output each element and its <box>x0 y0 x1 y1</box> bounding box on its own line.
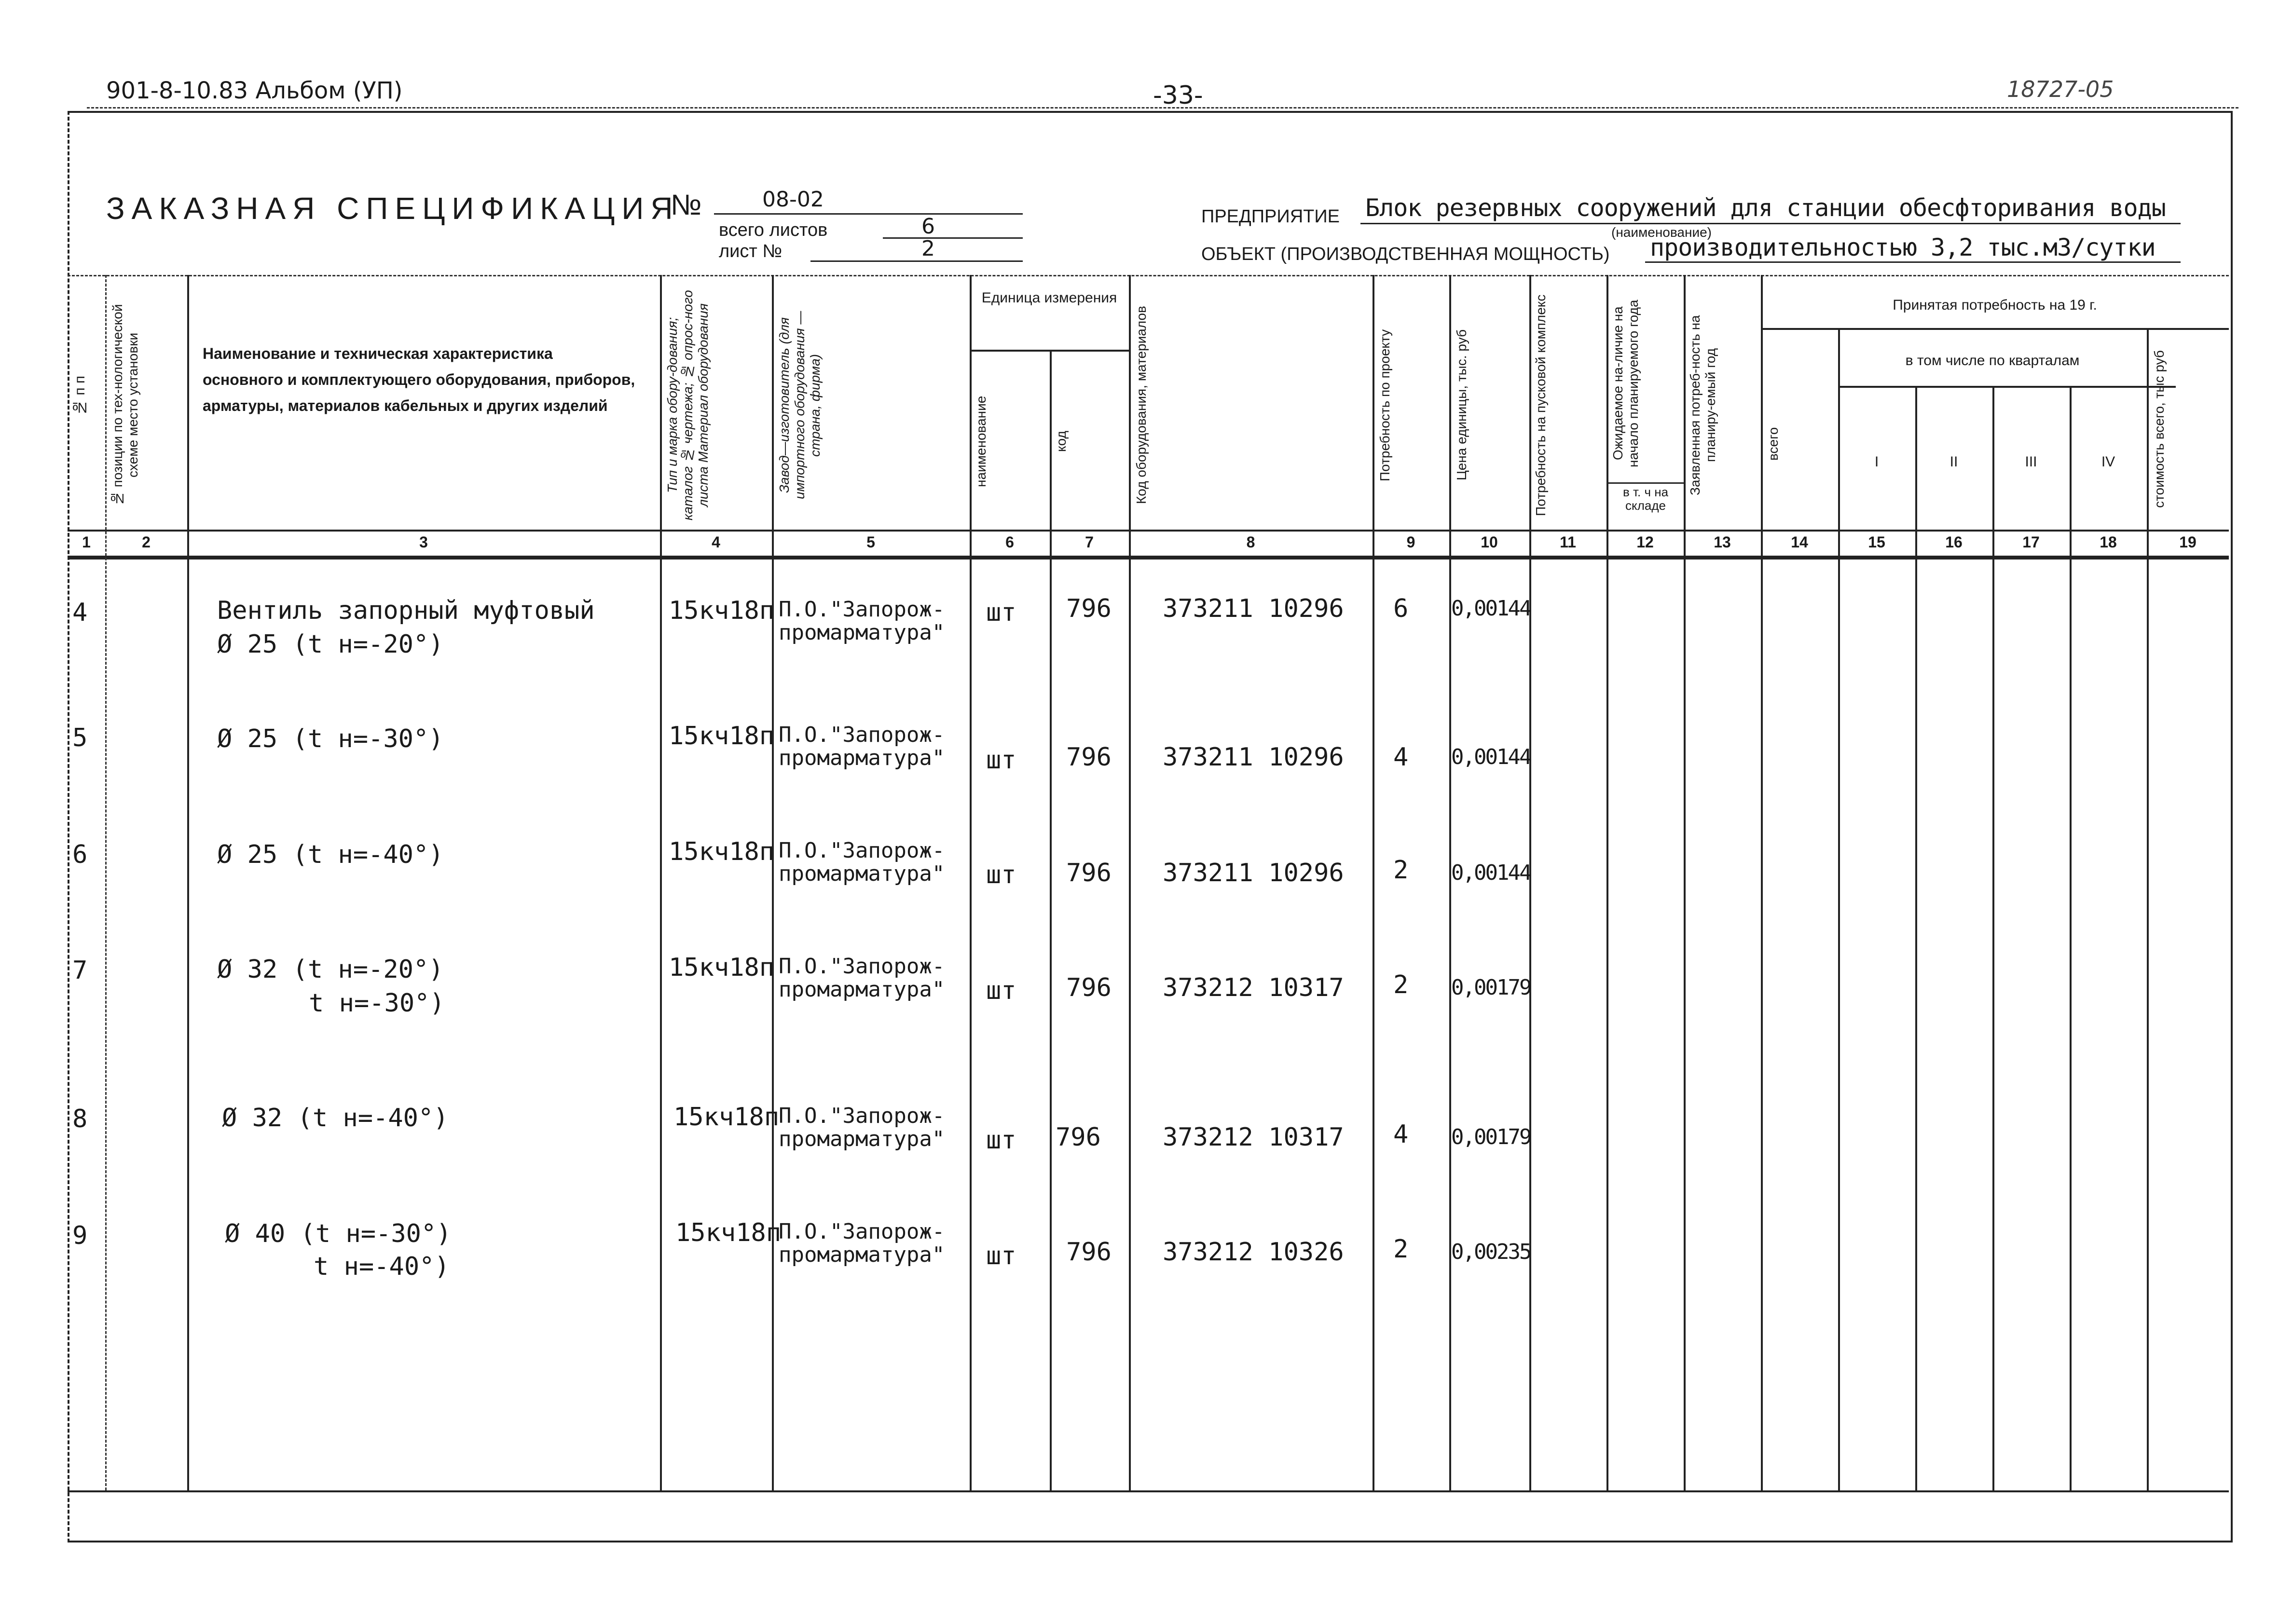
header-col8: Код оборудования, материалов <box>1134 306 1149 505</box>
item-type: 15кч18п <box>673 1103 780 1132</box>
item-plant: П.О."Запорож- <box>779 1219 945 1244</box>
col-line-1 <box>105 275 107 1490</box>
item-unit-code: 796 <box>1066 743 1112 772</box>
col-line-17 <box>2070 386 2072 1490</box>
item-name: Вентиль запорный муфтовый <box>217 596 595 625</box>
colnum-12: 12 <box>1636 533 1654 551</box>
object-label: ОБЪЕКТ (ПРОИЗВОДСТВЕННАЯ МОЩНОСТЬ) <box>1201 244 1610 264</box>
item-type: 15кч18п <box>669 596 775 625</box>
item-unit: шт <box>986 860 1016 889</box>
item-name: Ø 32 (t н=-20°) <box>217 955 444 984</box>
col-line-3 <box>660 275 662 1490</box>
item-name: Ø 32 (t н=-40°) <box>222 1104 449 1133</box>
colnum-bottom-rule <box>68 556 2229 560</box>
row-number: 8 <box>72 1105 88 1133</box>
row-number: 4 <box>72 598 88 627</box>
header-col1: № п п <box>72 375 88 416</box>
item-plant: П.О."Запорож- <box>779 838 945 863</box>
item-code: 373211 10296 <box>1163 859 1344 887</box>
col-line-7 <box>1129 275 1131 1490</box>
header-col13: Заявленная потреб-ность на планиру-емый год <box>1688 315 1718 495</box>
header-accepted-group: Принятая потребность на 19 г. <box>1893 297 2097 313</box>
row-number: 6 <box>72 840 88 869</box>
colnum-2: 2 <box>142 533 151 551</box>
header-q3: III <box>2025 454 2037 470</box>
name-caption: (наименование) <box>1611 225 1712 240</box>
quarters-group-rule <box>1838 386 2176 388</box>
total-sheets-underline <box>883 237 1023 239</box>
colnum-13: 13 <box>1714 533 1731 551</box>
item-qty: 2 <box>1393 970 1409 999</box>
header-col14: всего <box>1766 427 1781 461</box>
colnum-11: 11 <box>1560 533 1576 551</box>
item-price: 0,00179 <box>1451 1125 1531 1149</box>
item-price: 0,00144 <box>1451 860 1531 885</box>
row-number: 5 <box>72 723 88 752</box>
colnum-19: 19 <box>2179 533 2197 551</box>
col-line-12 <box>1684 275 1686 1490</box>
album-ref: 901-8-10.83 Альбом (УП) <box>106 77 403 104</box>
col-line-11 <box>1606 275 1608 1490</box>
item-spec: t н=-30°) <box>309 989 445 1018</box>
col-line-5 <box>970 275 972 1490</box>
colnum-1: 1 <box>82 533 91 551</box>
header-col10: Цена единицы, тыс. руб <box>1454 329 1469 481</box>
units-group-rule <box>970 350 1129 352</box>
col-line-6 <box>1050 350 1052 1490</box>
col-line-14 <box>1838 328 1840 1490</box>
col-line-16 <box>1992 386 1994 1490</box>
item-plant-2: промарматура" <box>779 1127 945 1151</box>
col-line-8 <box>1373 275 1374 1490</box>
item-name: Ø 25 (t н=-30°) <box>217 724 444 753</box>
header-quarters-group: в том числе по кварталам <box>1905 353 2080 368</box>
header-q4: IV <box>2101 454 2115 470</box>
total-sheets-label: всего листов <box>719 220 828 240</box>
header-col5: Завод—изготовитель (для импортного оборудования —страна, фирма) <box>777 311 823 500</box>
header-col19: стоимость всего, тыс руб <box>2152 350 2167 508</box>
item-plant-2: промарматура" <box>779 746 945 770</box>
header-bottom-rule <box>68 530 2229 532</box>
col-line-13 <box>1761 275 1763 1490</box>
item-unit-code: 796 <box>1066 594 1112 623</box>
col-line-18 <box>2147 328 2149 1490</box>
colnum-5: 5 <box>866 533 875 551</box>
form-title: ЗАКАЗНАЯ СПЕЦИФИКАЦИЯ <box>106 191 680 226</box>
row-number: 9 <box>72 1221 88 1250</box>
spec-number-underline <box>714 213 1023 215</box>
colnum-10: 10 <box>1481 533 1498 551</box>
item-code: 373212 10317 <box>1163 1123 1344 1152</box>
item-plant-2: промарматура" <box>779 861 945 886</box>
item-price: 0,00144 <box>1451 596 1531 621</box>
colnum-14: 14 <box>1791 533 1808 551</box>
item-plant: П.О."Запорож- <box>779 597 945 622</box>
sheet-value: 2 <box>921 236 935 261</box>
page-number: -33- <box>1153 81 1203 110</box>
item-spec: t н=-40°) <box>314 1252 450 1281</box>
colnum-3: 3 <box>419 533 428 551</box>
item-unit: шт <box>986 746 1016 775</box>
item-unit: шт <box>986 1126 1016 1155</box>
header-col12: Ожидаемое на-личие на начало планируемого года <box>1610 300 1641 467</box>
item-qty: 2 <box>1393 856 1409 885</box>
spec-number-label: № <box>671 189 702 221</box>
colnum-8: 8 <box>1246 533 1255 551</box>
spec-number-value: 08-02 <box>762 187 824 212</box>
total-sheets-value: 6 <box>921 214 935 239</box>
object-underline <box>1645 261 2181 263</box>
colnum-6: 6 <box>1005 533 1014 551</box>
item-qty: 2 <box>1393 1235 1409 1264</box>
item-code: 373212 10317 <box>1163 973 1344 1002</box>
col12-sub-rule <box>1606 482 1684 484</box>
object-value: производительностью 3,2 тыс.м3/сутки <box>1650 233 2155 261</box>
item-code: 373212 10326 <box>1163 1238 1344 1267</box>
colnum-4: 4 <box>712 533 720 551</box>
item-type: 15кч18п <box>675 1218 782 1247</box>
item-type: 15кч18п <box>669 837 775 866</box>
item-unit-code: 796 <box>1066 973 1112 1002</box>
col-line-15 <box>1915 386 1917 1490</box>
header-q1: I <box>1874 454 1879 470</box>
item-unit-code: 796 <box>1066 1238 1112 1267</box>
header-q2: II <box>1950 454 1958 470</box>
item-unit-code: 796 <box>1056 1123 1101 1152</box>
colnum-9: 9 <box>1406 533 1415 551</box>
table-bottom-rule <box>68 1490 2229 1492</box>
item-price: 0,00144 <box>1451 745 1531 769</box>
colnum-7: 7 <box>1085 533 1094 551</box>
table-top-rule <box>68 275 2229 276</box>
item-plant: П.О."Запорож- <box>779 1104 945 1128</box>
col-line-2 <box>187 275 189 1490</box>
item-code: 373211 10296 <box>1163 743 1344 772</box>
item-spec: Ø 25 (t н=-20°) <box>217 630 444 659</box>
item-plant-2: промарматура" <box>779 977 945 1002</box>
item-plant-2: промарматура" <box>779 1242 945 1267</box>
item-qty: 4 <box>1393 1120 1409 1149</box>
item-name: Ø 40 (t н=-30°) <box>225 1219 452 1248</box>
item-unit: шт <box>986 976 1016 1005</box>
colnum-15: 15 <box>1868 533 1885 551</box>
item-code: 373211 10296 <box>1163 594 1344 623</box>
sheet-underline <box>810 260 1023 262</box>
header-col4: Тип и марка обору-дования; каталог № чертежа; № опрос-ного листа Материал оборудования <box>665 290 711 520</box>
enterprise-label: ПРЕДПРИЯТИЕ <box>1201 206 1340 227</box>
item-unit: шт <box>986 598 1016 627</box>
item-plant: П.О."Запорож- <box>779 954 945 979</box>
item-plant: П.О."Запорож- <box>779 723 945 747</box>
header-col9: Потребность по проекту <box>1377 329 1392 481</box>
colnum-18: 18 <box>2100 533 2117 551</box>
header-col12-sub: в т. ч на складе <box>1622 485 1669 513</box>
colnum-16: 16 <box>1945 533 1963 551</box>
item-unit-code: 796 <box>1066 859 1112 887</box>
header-col2: № позиции по тех-нологической схеме место установки <box>110 304 140 506</box>
top-rule <box>87 107 2238 109</box>
item-type: 15кч18п <box>669 722 775 751</box>
sheet-label: лист № <box>719 241 783 261</box>
row-number: 7 <box>72 956 88 985</box>
accepted-group-rule <box>1761 328 2229 330</box>
item-qty: 4 <box>1393 743 1409 772</box>
item-unit: шт <box>986 1242 1016 1270</box>
col-line-4 <box>772 275 774 1490</box>
inventory-number: 18727-05 <box>2007 76 2114 102</box>
item-name: Ø 25 (t н=-40°) <box>217 840 444 869</box>
enterprise-underline <box>1360 223 2181 224</box>
item-qty: 6 <box>1393 594 1409 623</box>
header-col6: наименование <box>974 396 988 487</box>
enterprise-value: Блок резервных сооружений для станции обесфторивания воды <box>1365 194 2166 222</box>
header-col3: Наименование и техническая характеристика основного и комплектующего оборудования, приборов, арматуры, материалов кабельных и других изделий <box>203 345 635 414</box>
item-plant-2: промарматура" <box>779 620 945 645</box>
header-units-group: Единица измерения <box>981 290 1117 306</box>
header-col11: Потребность на пусковой комплекс <box>1533 294 1548 516</box>
colnum-17: 17 <box>2022 533 2040 551</box>
item-price: 0,00179 <box>1451 975 1531 1000</box>
item-price: 0,00235 <box>1451 1240 1531 1264</box>
item-type: 15кч18п <box>669 953 775 982</box>
header-col7: код <box>1054 431 1069 452</box>
